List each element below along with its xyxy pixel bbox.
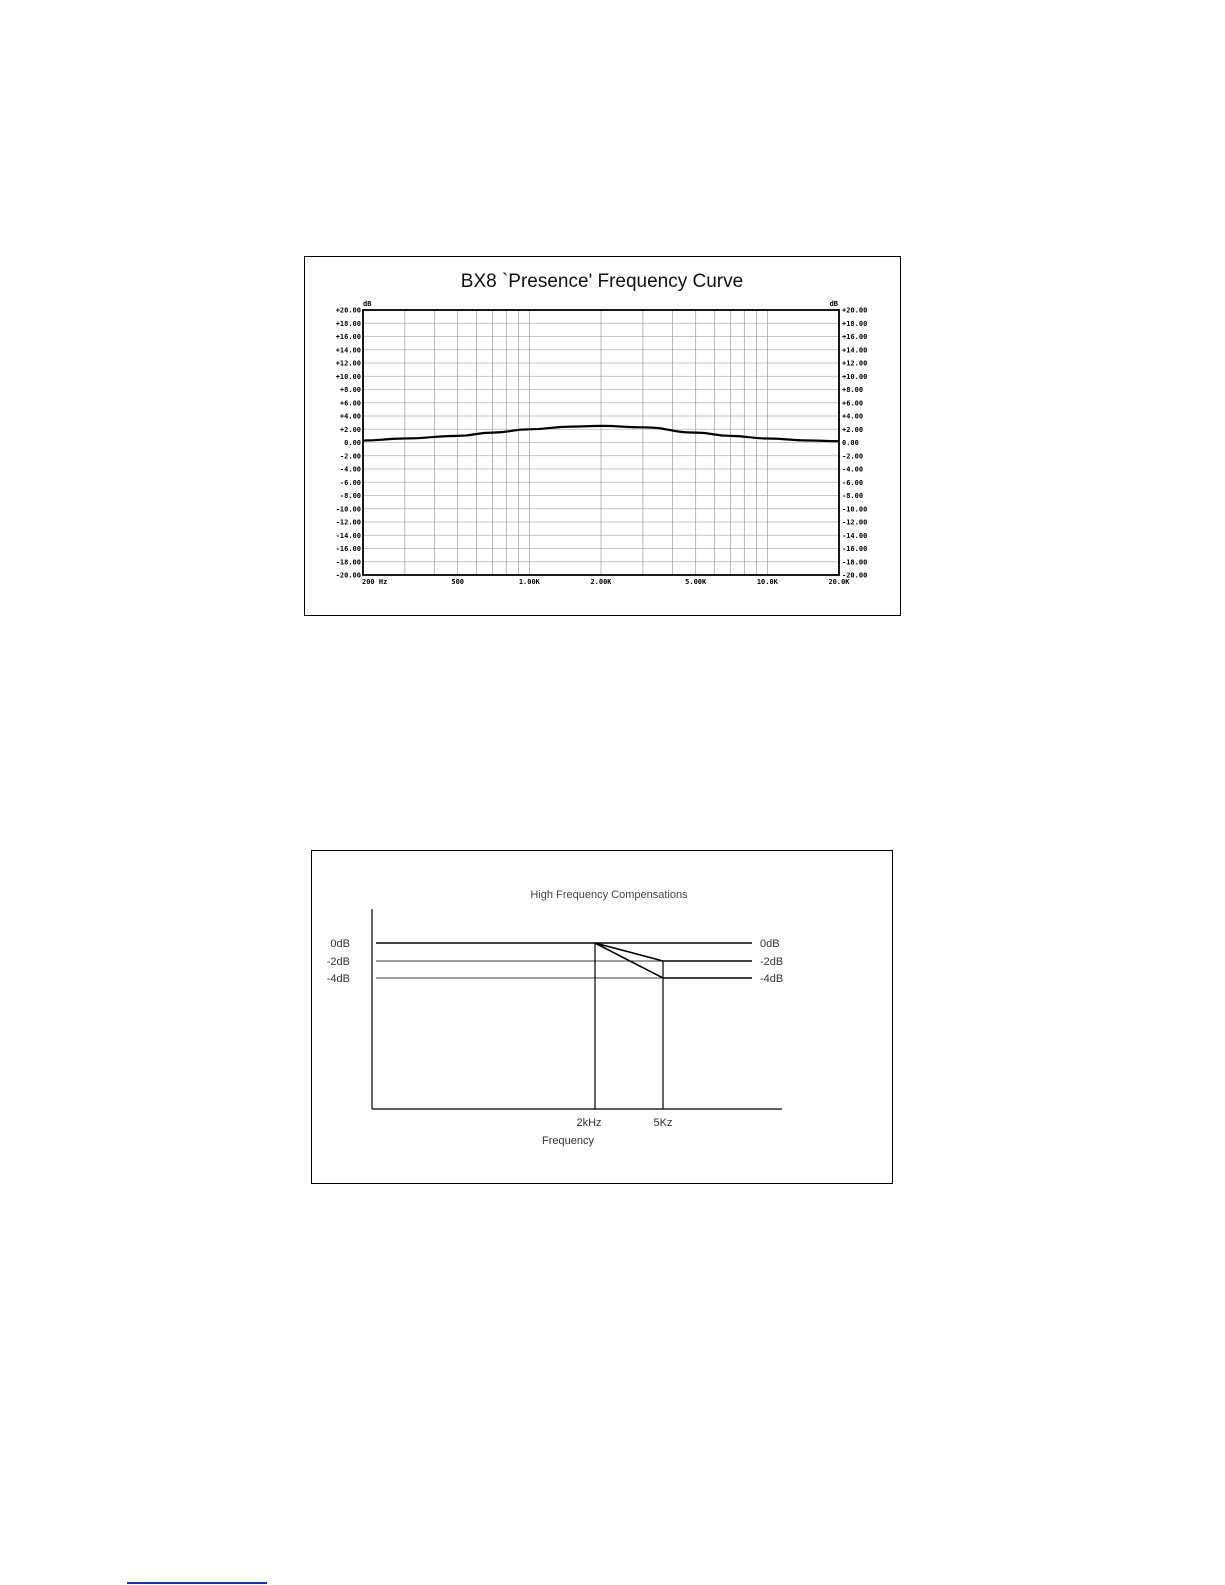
y-tick-label-left: +2.00 <box>339 425 361 434</box>
y-tick-label-right: 0.00 <box>842 439 859 447</box>
marker-label: 2kHz <box>576 1117 602 1129</box>
y-tick-label-right: +4.00 <box>842 412 864 421</box>
y-tick-label-right: +14.00 <box>842 346 868 355</box>
y-tick-label-right: +12.00 <box>842 359 868 368</box>
y-tick-label-left: -4.00 <box>339 465 361 474</box>
tick-labels <box>336 307 868 587</box>
y-tick-label-left: -6.00 <box>339 478 361 487</box>
level-label-left: -4dB <box>326 973 350 985</box>
y-tick-label-right: -16.00 <box>842 545 868 553</box>
y-tick-label-right: -4.00 <box>842 465 864 474</box>
x-axis-label: Frequency <box>542 1135 594 1147</box>
y-tick-label-right: -8.00 <box>842 492 864 500</box>
y-tick-label-left: +6.00 <box>339 399 361 408</box>
y-tick-label-right: -20.00 <box>842 571 868 580</box>
level-label-right: -2dB <box>760 956 784 968</box>
x-tick-label: 1.00K <box>518 578 540 586</box>
y-tick-label-right: +10.00 <box>842 372 868 381</box>
y-tick-label-left: -18.00 <box>335 558 361 567</box>
x-tick-label: 500 <box>451 578 465 586</box>
presence-curve-panel <box>304 256 901 616</box>
compensation-curve <box>595 943 752 961</box>
y-tick-label-left: -16.00 <box>335 545 361 553</box>
y-tick-label-right: -6.00 <box>842 478 864 487</box>
level-label-left: 0dB <box>330 938 350 950</box>
compensation-lines <box>327 909 784 1129</box>
presence-curve-chart <box>305 257 902 617</box>
y-tick-label-left: -12.00 <box>335 518 361 527</box>
y-tick-label-left: +20.00 <box>335 306 361 315</box>
y-tick-label-right: +8.00 <box>842 386 864 394</box>
compensation-panel <box>311 850 893 1184</box>
y-tick-label-left: +4.00 <box>339 412 361 421</box>
diagram-title: High Frequency Compensations <box>530 889 688 901</box>
y-tick-label-left: +18.00 <box>335 319 361 328</box>
x-tick-label: 10.0K <box>756 578 778 586</box>
y-tick-label-right: -10.00 <box>842 505 868 514</box>
x-tick-label: 20.0K <box>828 578 850 586</box>
footer-rule <box>127 1582 267 1584</box>
y-tick-label-left: 0.00 <box>344 439 361 447</box>
y-tick-label-left: -10.00 <box>335 505 361 514</box>
y-axis-unit-right: dB <box>829 300 838 308</box>
y-tick-label-right: -2.00 <box>842 452 864 461</box>
grid <box>363 310 839 575</box>
x-tick-label: 5.00K <box>685 578 707 586</box>
level-label-right: -4dB <box>760 973 784 985</box>
y-axis-unit-left: dB <box>363 300 372 308</box>
y-tick-label-right: +20.00 <box>842 306 868 315</box>
y-tick-label-left: +8.00 <box>339 386 361 394</box>
y-tick-label-left: +14.00 <box>335 346 361 355</box>
y-tick-label-right: +6.00 <box>842 399 864 408</box>
y-tick-label-right: -14.00 <box>842 531 868 540</box>
x-tick-label: 2.00K <box>590 578 612 586</box>
y-tick-label-left: -20.00 <box>335 571 361 580</box>
y-tick-label-left: +10.00 <box>335 372 361 381</box>
y-tick-label-left: -14.00 <box>335 531 361 540</box>
y-tick-label-left: +16.00 <box>335 333 361 341</box>
level-label-left: -2dB <box>326 956 350 968</box>
y-tick-label-left: -8.00 <box>339 492 361 500</box>
y-tick-label-right: +2.00 <box>842 425 864 434</box>
x-tick-label: 200 Hz <box>362 578 388 586</box>
compensation-diagram <box>312 851 894 1185</box>
y-tick-label-left: +12.00 <box>335 359 361 368</box>
y-tick-label-right: -12.00 <box>842 518 868 527</box>
y-tick-label-right: -18.00 <box>842 558 868 567</box>
y-tick-label-left: -2.00 <box>339 452 361 461</box>
chart-title: BX8 `Presence' Frequency Curve <box>460 271 744 292</box>
level-label-right: 0dB <box>760 938 780 950</box>
y-tick-label-right: +16.00 <box>842 333 868 341</box>
marker-label: 5Kz <box>653 1117 673 1129</box>
y-tick-label-right: +18.00 <box>842 319 868 328</box>
